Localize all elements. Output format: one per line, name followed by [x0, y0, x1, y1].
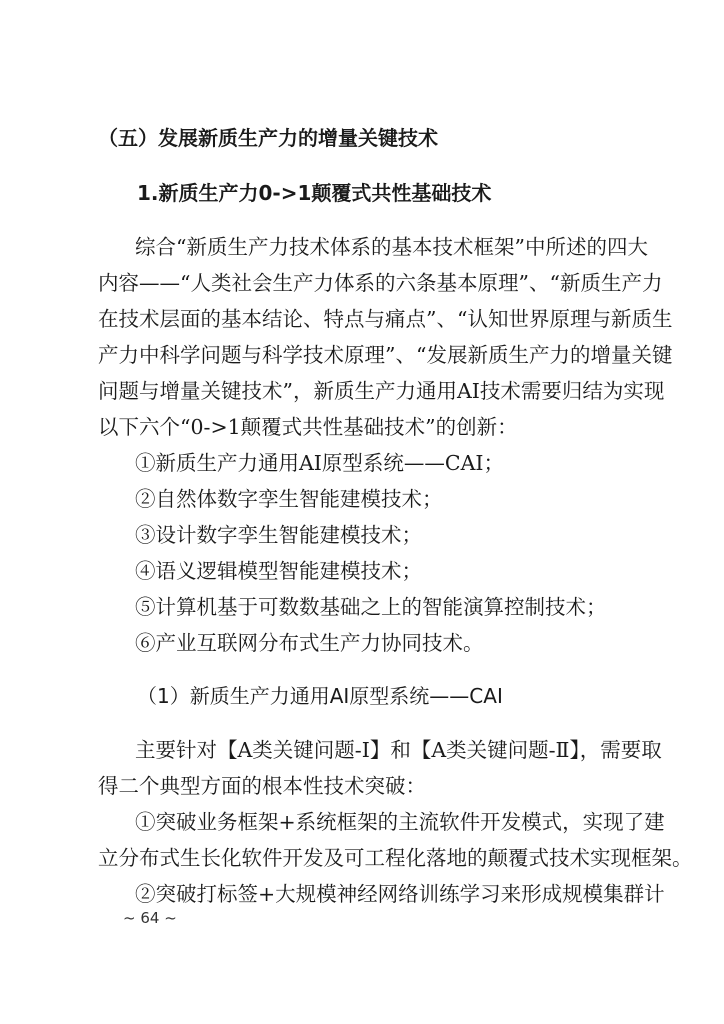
paragraph-4-line-1: ②突破打标签+大规模神经网络训练学习来形成规模集群计: [135, 882, 665, 906]
list-item: ②自然体数字孪生智能建模技术；: [135, 487, 443, 511]
paragraph-2-line-2: 得二个典型方面的根本性技术突破：: [98, 774, 426, 798]
paragraph-3-line-2: 立分布式生长化软件开发及可工程化落地的颠覆式技术实现框架。: [98, 846, 693, 870]
list-item: ④语义逻辑模型智能建模技术；: [135, 559, 422, 583]
paragraph-1-line-3: 在技术层面的基本结论、特点与痛点”、“认知世界原理与新质生: [98, 307, 673, 331]
subsection-heading: 1.新质生产力0->1颠覆式共性基础技术: [137, 181, 492, 205]
list-item: ⑤计算机基于可数数基础之上的智能演算控制技术；: [135, 595, 607, 619]
list-item: ①新质生产力通用AI原型系统——CAI；: [135, 451, 504, 475]
paragraph-1-line-2: 内容——“人类社会生产力体系的六条基本原理”、“新质生产力: [98, 271, 663, 295]
list-item: ⑥产业互联网分布式生产力协同技术。: [135, 631, 484, 655]
section-heading: （五）发展新质生产力的增量关键技术: [98, 126, 438, 150]
page-number: ~ 64 ~: [123, 909, 177, 927]
paragraph-1-line-5: 问题与增量关键技术”，新质生产力通用AI技术需要归结为实现: [98, 379, 665, 403]
paragraph-2-line-1: 主要针对【A类关键问题-Ⅰ】和【A类关键问题-Ⅱ】，需要取: [135, 738, 662, 762]
paragraph-1-line-6: 以下六个“0->1颠覆式共性基础技术”的创新：: [98, 415, 518, 439]
paragraph-1-line-4: 产力中科学问题与科学技术原理”、“发展新质生产力的增量关键: [98, 343, 673, 367]
subsub-heading: （1）新质生产力通用AI原型系统——CAI: [137, 684, 503, 708]
paragraph-1-line-1: 综合“新质生产力技术体系的基本技术框架”中所述的四大: [135, 235, 648, 259]
paragraph-3-line-1: ①突破业务框架+系统框架的主流软件开发模式，实现了建: [135, 810, 665, 834]
list-item: ③设计数字孪生智能建模技术；: [135, 523, 422, 547]
